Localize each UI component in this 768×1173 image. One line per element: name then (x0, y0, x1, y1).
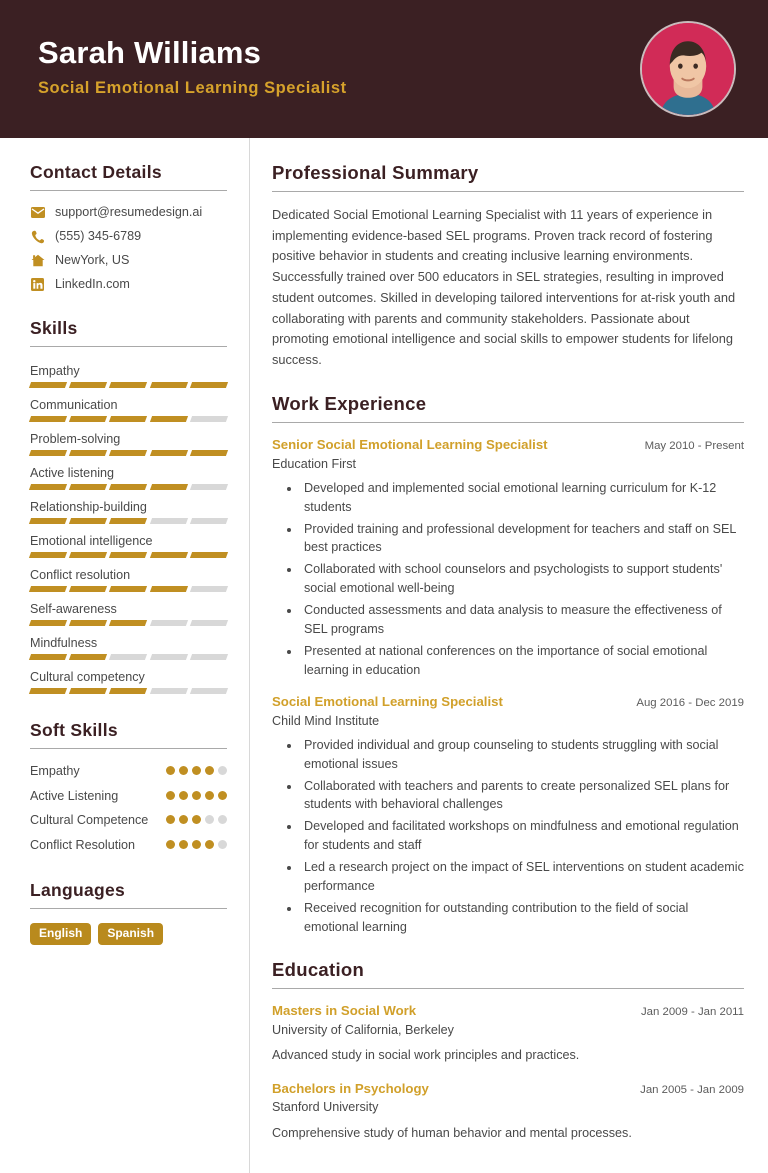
phone-icon (30, 229, 45, 244)
contact-item-location[interactable] (30, 253, 227, 268)
skill-level-bar (30, 484, 227, 490)
skill-row (30, 633, 227, 660)
work-entry-bullets (272, 736, 744, 937)
education-entry-title: Bachelors in Psychology (272, 1080, 429, 1096)
rating-dot (166, 766, 175, 775)
skill-segment (150, 450, 188, 456)
soft-skills-heading: Soft Skills (30, 720, 118, 741)
rating-dot (166, 815, 175, 824)
education-entry (272, 1080, 744, 1143)
skill-segment (29, 518, 67, 524)
rating-dot (166, 791, 175, 800)
skill-segment (29, 382, 67, 388)
skill-segment (150, 518, 188, 524)
skill-segment (69, 620, 107, 626)
section-contact-details (30, 162, 227, 292)
rating-dot (179, 791, 188, 800)
skill-segment (190, 688, 228, 694)
skill-segment (109, 484, 147, 490)
main-content (250, 138, 768, 1173)
rating-dot (218, 840, 227, 849)
skill-level-bar (30, 654, 227, 660)
skill-segment (109, 586, 147, 592)
rating-dot (192, 840, 201, 849)
rating-dot (192, 791, 201, 800)
skill-segment (150, 620, 188, 626)
soft-skills-list (30, 763, 227, 854)
skill-segment (150, 586, 188, 592)
work-bullet: • Conducted assessments and data analysis to measure the effectiveness of SEL programs (301, 601, 744, 639)
skill-row (30, 565, 227, 592)
soft-skills-divider (30, 748, 227, 749)
skill-row (30, 497, 227, 524)
skill-segment (150, 654, 188, 660)
education-entries (272, 1002, 744, 1143)
skill-name: Emotional intelligence (30, 534, 153, 549)
education-entry-description: Comprehensive study of human behavior and mental processes. (272, 1125, 632, 1140)
rating-dot (218, 791, 227, 800)
skill-segment (29, 654, 67, 660)
rating-dot (218, 815, 227, 824)
contact-value-phone: (555) 345-6789 (55, 229, 142, 244)
avatar (640, 21, 736, 117)
skill-level-bar (30, 688, 227, 694)
skill-row (30, 463, 227, 490)
soft-skill-name: Empathy (30, 764, 80, 779)
skill-level-bar (30, 416, 227, 422)
skill-segment (69, 654, 107, 660)
contact-heading: Contact Details (30, 162, 162, 182)
summary-text: Dedicated Social Emotional Learning Specialist with 11 years of experience in implementing evidence-based SEL programs. Proven track record of fostering positive behavior in students and creating inclusive learning environments. Successfully trained over 500 educators in SEL strategies, resulting in improved student outcomes. Skilled in developing tailored interventions for at-risk youth and collaborating with parents and community stakeholders. Passionate about promoting emotional intelligence and social skills to empower students for lifelong success. (272, 207, 736, 368)
languages-heading: Languages (30, 879, 126, 900)
skill-segment (190, 484, 228, 490)
resume-body (0, 138, 768, 1173)
soft-skill-rating (166, 788, 227, 800)
skill-segment (29, 450, 67, 456)
skill-segment (69, 450, 107, 456)
work-entry-title: Social Emotional Learning Specialist (272, 693, 503, 709)
education-entry-header (272, 1080, 744, 1098)
resume-header (0, 0, 768, 138)
skill-segment (69, 382, 107, 388)
work-entry (272, 436, 744, 680)
skill-row (30, 429, 227, 456)
work-entry-organization: Education First (272, 456, 356, 471)
work-entry-header (272, 693, 744, 711)
contact-value-email: support@resumedesign.ai (55, 205, 203, 219)
header-text-block (38, 36, 347, 102)
skill-segment (29, 586, 67, 592)
section-languages (30, 880, 227, 945)
work-bullet: • Led a research project on the impact of SEL interventions on student academic performance (301, 858, 744, 896)
skills-list (30, 361, 227, 694)
skill-name: Relationship-building (30, 500, 147, 515)
skill-segment (190, 552, 228, 558)
section-soft-skills (30, 720, 227, 854)
work-entry-bullets (272, 479, 744, 680)
section-work-experience (272, 393, 744, 937)
contact-value-linkedin: LinkedIn.com (55, 277, 130, 292)
education-heading: Education (272, 958, 365, 980)
work-bullet: • Collaborated with school counselors and psychologists to support students' social emotional well-being (301, 560, 744, 598)
summary-divider (272, 191, 744, 192)
education-entry-description: Advanced study in social work principles and practices. (272, 1047, 580, 1062)
soft-skill-name: Active Listening (30, 788, 119, 803)
soft-skill-name: Conflict Resolution (30, 837, 135, 852)
work-entry-title: Senior Social Emotional Learning Specialist (272, 436, 548, 452)
skill-name: Problem-solving (30, 432, 121, 447)
home-icon (30, 253, 45, 268)
work-bullet: • Presented at national conferences on the importance of social emotional learning in education (301, 642, 744, 680)
contact-item-email[interactable] (30, 205, 227, 220)
skill-segment (190, 382, 228, 388)
skill-row (30, 667, 227, 694)
soft-skill-row (30, 788, 227, 805)
contact-divider (30, 190, 227, 191)
work-bullet: • Collaborated with teachers and parents to create personalized SEL plans for students with behavioral challenges (301, 777, 744, 815)
language-tag[interactable]: English (30, 923, 91, 945)
soft-skill-row (30, 837, 227, 854)
contact-list (30, 205, 227, 292)
education-entry-date: Jan 2009 - Jan 2011 (640, 1005, 744, 1018)
soft-skill-rating (166, 812, 227, 824)
skill-segment (190, 654, 228, 660)
skill-segment (109, 416, 147, 422)
rating-dot (179, 840, 188, 849)
skill-segment (190, 586, 228, 592)
skill-segment (190, 416, 228, 422)
skill-segment (69, 518, 107, 524)
skill-segment (150, 552, 188, 558)
work-entry-date: May 2010 - Present (644, 439, 744, 452)
skill-segment (109, 518, 147, 524)
education-entry-header (272, 1002, 744, 1020)
skill-name: Cultural competency (30, 670, 145, 685)
rating-dot (179, 766, 188, 775)
skill-row (30, 395, 227, 422)
soft-skill-rating (166, 763, 227, 775)
skill-segment (69, 552, 107, 558)
skill-segment (190, 450, 228, 456)
work-entry-organization: Child Mind Institute (272, 713, 380, 728)
skill-name: Active listening (30, 466, 114, 481)
work-bullet: • Developed and implemented social emotional learning curriculum for K-12 students (301, 479, 744, 517)
skill-segment (109, 688, 147, 694)
skill-name: Mindfulness (30, 636, 98, 651)
skill-segment (150, 416, 188, 422)
skill-segment (109, 450, 147, 456)
languages-divider (30, 908, 227, 909)
work-bullet: • Developed and facilitated workshops on mindfulness and emotional regulation for students and staff (301, 817, 744, 855)
work-bullet: • Received recognition for outstanding contribution to the field of social emotional learning (301, 899, 744, 937)
linkedin-icon (30, 277, 45, 292)
skill-segment (190, 620, 228, 626)
education-divider (272, 988, 744, 989)
summary-heading: Professional Summary (272, 162, 479, 183)
skill-name: Conflict resolution (30, 568, 131, 583)
skill-segment (150, 382, 188, 388)
skill-level-bar (30, 620, 227, 626)
skills-heading: Skills (30, 318, 78, 339)
soft-skill-name: Cultural Competence (30, 813, 149, 828)
skill-row (30, 361, 227, 388)
education-entry (272, 1002, 744, 1065)
rating-dot (192, 766, 201, 775)
contact-item-linkedin[interactable] (30, 277, 227, 292)
skill-segment (29, 484, 67, 490)
language-tag[interactable]: Spanish (98, 923, 163, 945)
skill-segment (29, 552, 67, 558)
skill-segment (190, 518, 228, 524)
skill-segment (29, 620, 67, 626)
skill-name: Self-awareness (30, 602, 117, 617)
languages-list (30, 923, 227, 945)
skill-segment (109, 552, 147, 558)
work-entry (272, 693, 744, 937)
section-professional-summary (272, 162, 744, 371)
skill-level-bar (30, 382, 227, 388)
section-skills (30, 318, 227, 694)
rating-dot (218, 766, 227, 775)
rating-dot (205, 815, 214, 824)
skill-segment (69, 586, 107, 592)
work-bullet: • Provided training and professional development for teachers and staff on SEL best practices (301, 520, 744, 558)
soft-skill-row (30, 763, 227, 780)
rating-dot (192, 815, 201, 824)
contact-item-phone[interactable] (30, 229, 227, 244)
candidate-name: Sarah Williams (38, 34, 262, 70)
work-bullet: • Provided individual and group counseling to students struggling with social emotional issues (301, 736, 744, 774)
skill-row (30, 599, 227, 626)
skill-segment (109, 620, 147, 626)
work-entries (272, 436, 744, 937)
skill-name: Communication (30, 398, 118, 413)
rating-dot (205, 791, 214, 800)
work-entry-header (272, 436, 744, 454)
rating-dot (205, 766, 214, 775)
contact-value-location: NewYork, US (55, 253, 130, 268)
profile-photo-icon (642, 23, 734, 115)
skill-segment (150, 688, 188, 694)
section-education (272, 959, 744, 1143)
skill-level-bar (30, 518, 227, 524)
rating-dot (179, 815, 188, 824)
skill-segment (109, 654, 147, 660)
skill-level-bar (30, 450, 227, 456)
education-entry-organization: Stanford University (272, 1100, 379, 1115)
skill-segment (69, 688, 107, 694)
soft-skill-row (30, 812, 227, 829)
education-entry-date: Jan 2005 - Jan 2009 (640, 1083, 744, 1096)
skill-segment (69, 416, 107, 422)
sidebar (0, 138, 250, 1173)
rating-dot (205, 840, 214, 849)
rating-dot (166, 840, 175, 849)
skill-name: Empathy (30, 364, 80, 379)
skill-segment (69, 484, 107, 490)
skill-segment (29, 416, 67, 422)
skill-level-bar (30, 552, 227, 558)
candidate-job-title: Social Emotional Learning Specialist (38, 79, 347, 98)
skill-segment (150, 484, 188, 490)
education-entry-title: Masters in Social Work (272, 1002, 417, 1018)
work-entry-date: Aug 2016 - Dec 2019 (636, 696, 744, 709)
work-divider (272, 422, 744, 423)
skill-segment (109, 382, 147, 388)
work-heading: Work Experience (272, 392, 427, 414)
skill-segment (29, 688, 67, 694)
skills-divider (30, 346, 227, 347)
envelope-icon (30, 205, 45, 220)
education-entry-organization: University of California, Berkeley (272, 1022, 454, 1037)
skill-row (30, 531, 227, 558)
skill-level-bar (30, 586, 227, 592)
soft-skill-rating (166, 837, 227, 849)
